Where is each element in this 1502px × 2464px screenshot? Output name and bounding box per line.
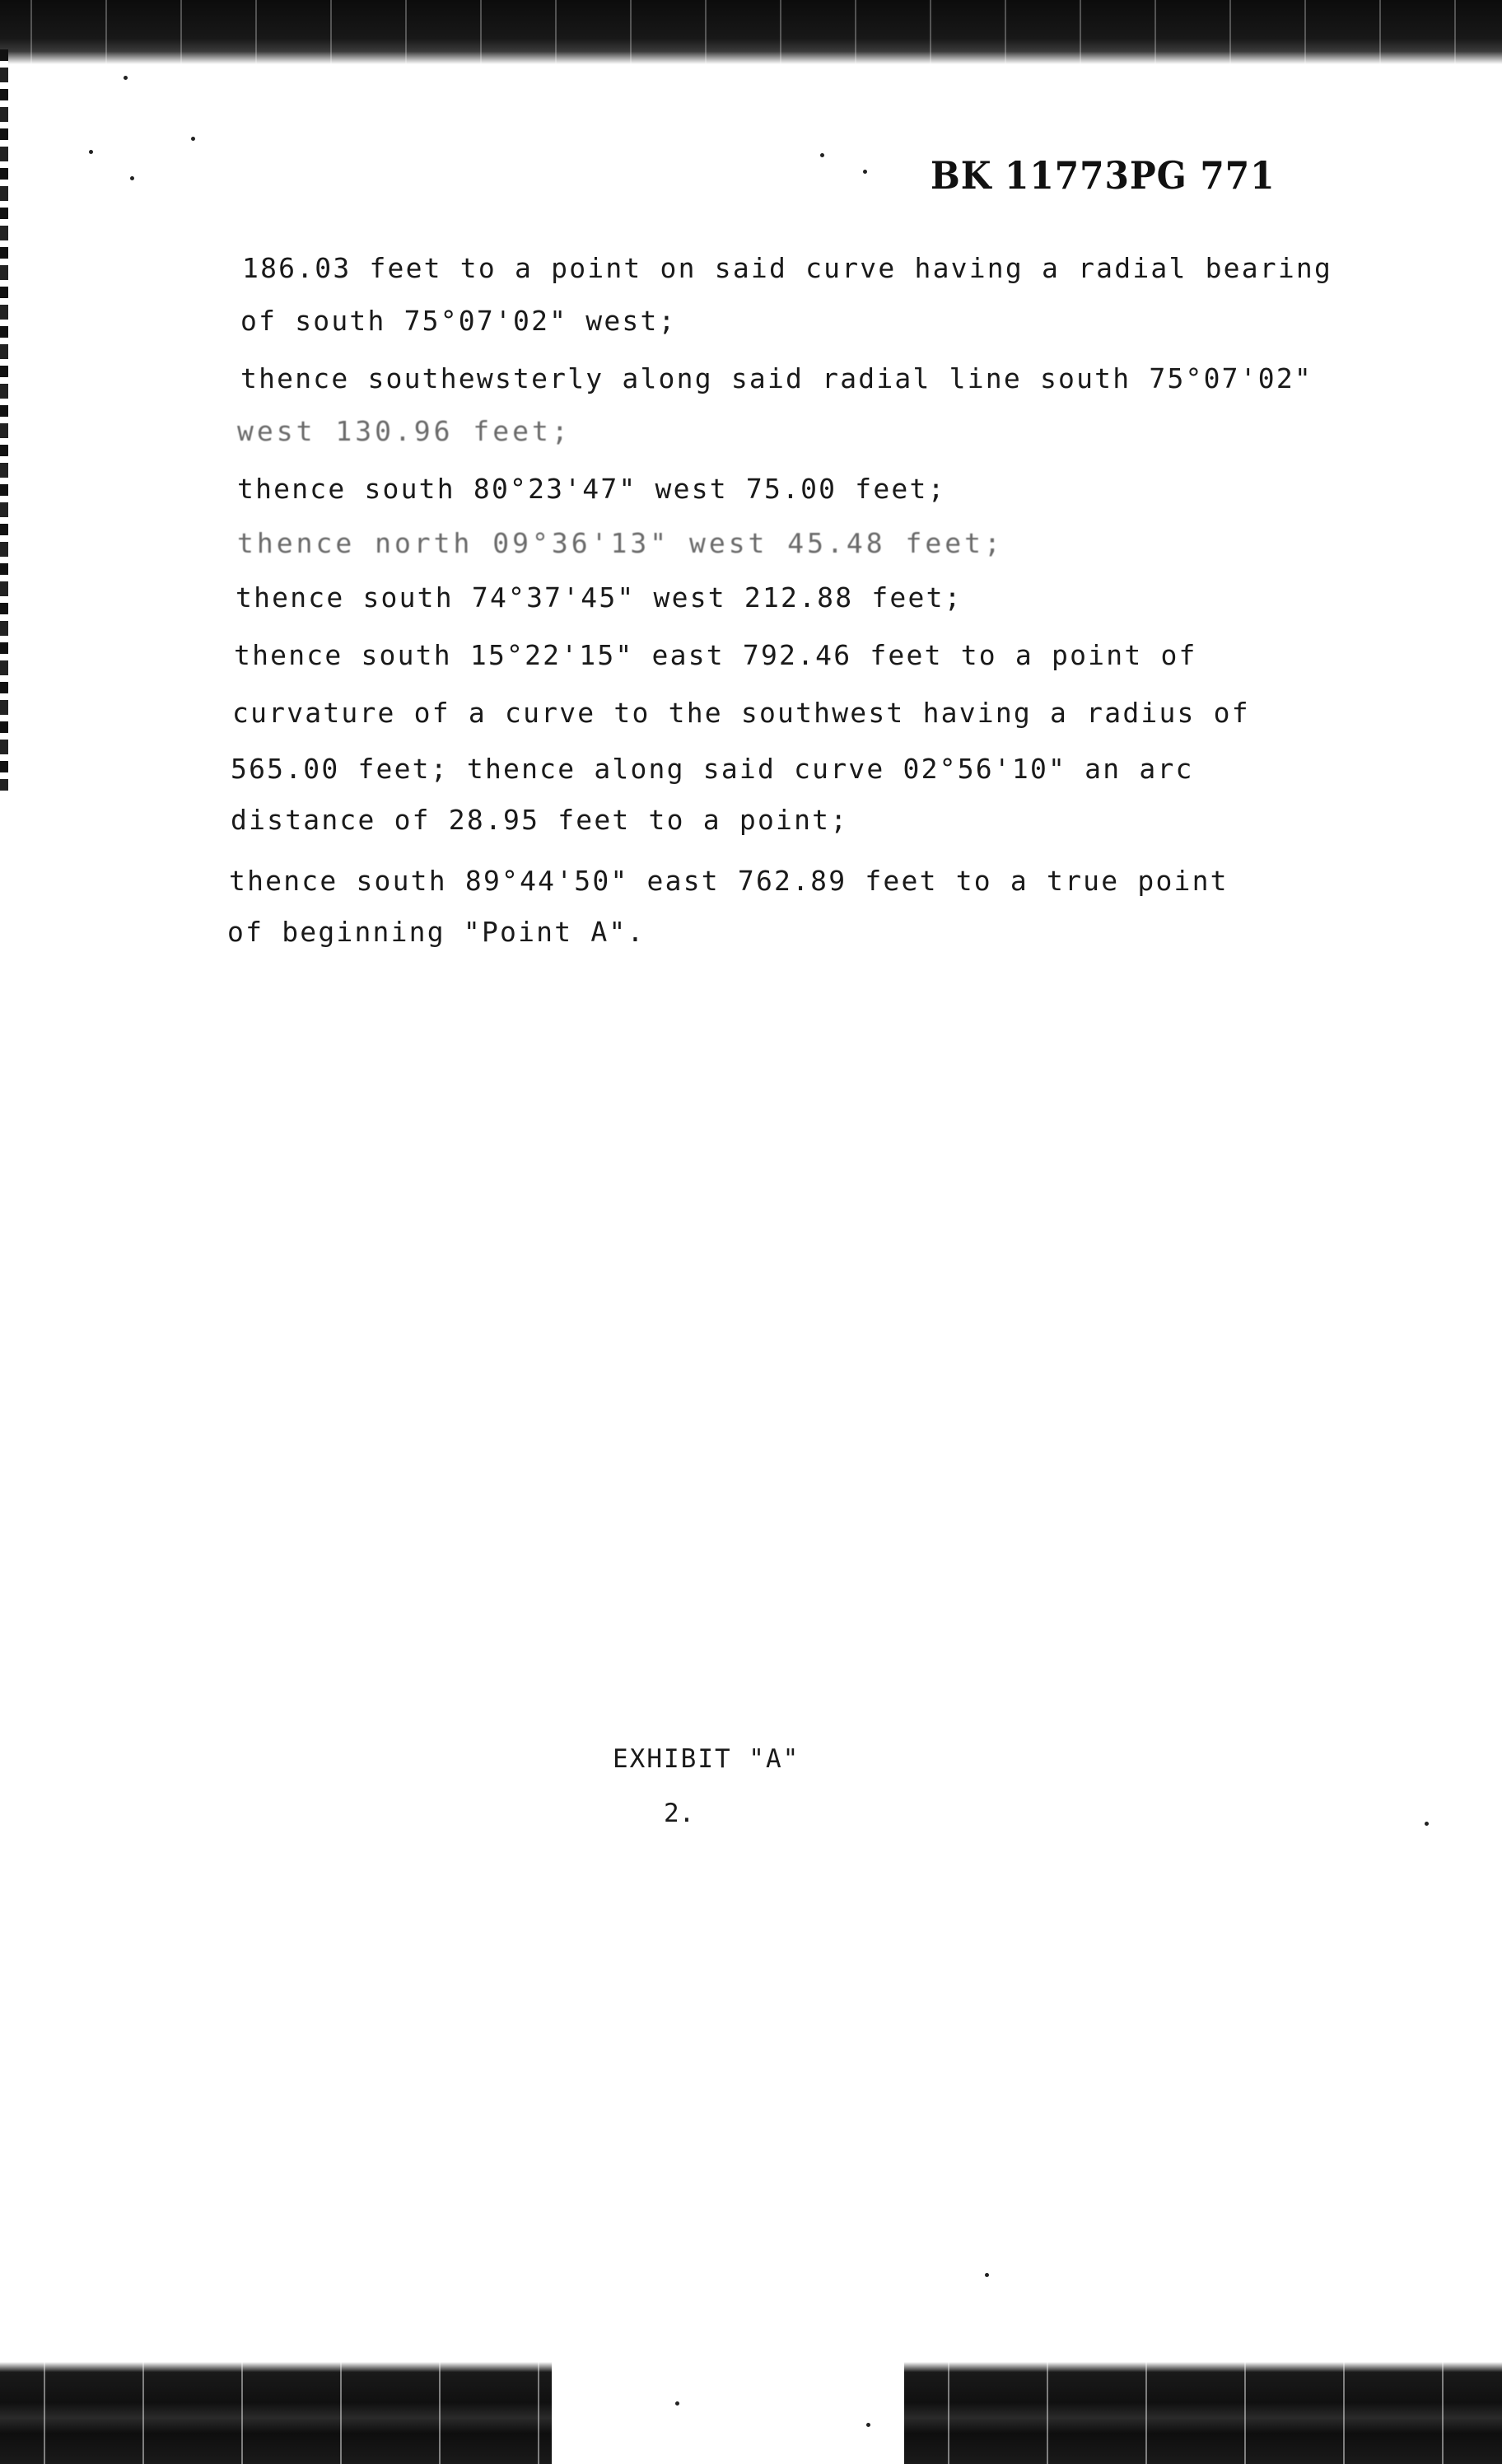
body-line: of beginning "Point A".	[227, 916, 646, 948]
body-line: curvature of a curve to the southwest having a radius of	[232, 697, 1250, 729]
scan-speck	[985, 2273, 989, 2277]
scan-border-top	[0, 0, 1502, 64]
body-line: thence south 15°22'15" east 792.46 feet to a point of	[234, 639, 1197, 671]
scan-border-bottom-right	[904, 2362, 1502, 2464]
body-line: 565.00 feet; thence along said curve 02°56'10" an arc	[231, 753, 1194, 785]
page-number: 2.	[664, 1799, 695, 1828]
scan-border-left	[0, 49, 8, 791]
scan-speck	[863, 170, 867, 174]
exhibit-title: EXHIBIT "A"	[613, 1744, 800, 1774]
scan-speck	[820, 153, 824, 157]
body-line: of south 75°07'02" west;	[240, 305, 677, 337]
scan-speck	[124, 76, 128, 80]
body-line: thence southewsterly along said radial line south 75°07'02"	[240, 362, 1313, 394]
recording-stamp: BK 11773PG 771	[931, 153, 1276, 198]
body-line: thence south 74°37'45" west 212.88 feet;	[236, 581, 963, 614]
scan-speck	[1425, 1822, 1429, 1826]
scan-speck	[130, 176, 134, 180]
body-line: thence south 89°44'50" east 762.89 feet to a true point	[229, 865, 1229, 897]
body-line: thence south 80°23'47" west 75.00 feet;	[237, 473, 946, 505]
scan-speck	[89, 150, 93, 154]
body-line: 186.03 feet to a point on said curve having a radial bearing	[242, 252, 1333, 284]
scan-speck	[675, 2401, 679, 2406]
scan-border-bottom-left	[0, 2362, 552, 2464]
body-line: distance of 28.95 feet to a point;	[231, 804, 849, 836]
scan-speck	[866, 2423, 870, 2427]
body-line: thence north 09°36'13" west 45.48 feet;	[237, 527, 1004, 559]
body-line: west 130.96 feet;	[237, 415, 571, 447]
scan-speck	[191, 137, 195, 141]
